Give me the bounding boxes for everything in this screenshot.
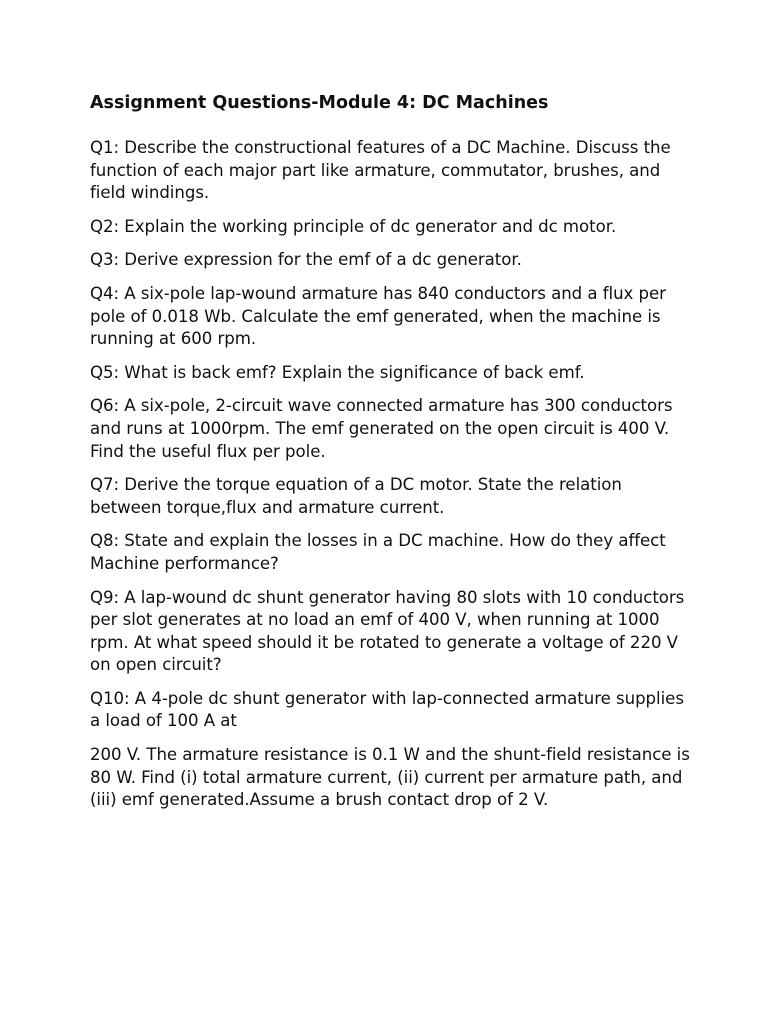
question-1: Q1: Describe the constructional features of a DC Machine. Discuss the function of each major part like armature, commutator, brushes, and field windings.: [90, 138, 671, 203]
question-10-continued: 200 V. The armature resistance is 0.1 W and the shunt-field resistance is 80 W. Find (i) total armature current, (ii) current per armature path, and (iii) emf generated.Assume a brush contact drop of 2 V.: [90, 745, 690, 810]
question-6: Q6: A six-pole, 2-circuit wave connected armature has 300 conductors and runs at 1000rpm. The emf generated on the open circuit is 400 V. Find the useful flux per pole.: [90, 396, 673, 461]
question-7: Q7: Derive the torque equation of a DC motor. State the relation between torque,flux and armature current.: [90, 475, 622, 517]
document-page: [90, 92, 690, 823]
question-4: Q4: A six-pole lap-wound armature has 840 conductors and a flux per pole of 0.018 Wb. Calculate the emf generated, when the machine is running at 600 rpm.: [90, 283, 666, 349]
document-title: Assignment Questions-Module 4: DC Machines: [90, 93, 549, 113]
question-5: Q5: What is back emf? Explain the significance of back emf.: [90, 362, 585, 382]
question-3: Q3: Derive expression for the emf of a dc generator.: [90, 250, 522, 270]
question-9: Q9: A lap-wound dc shunt generator having 80 slots with 10 conductors per slot generates at no load an emf of 400 V, when running at 1000 rpm. At what speed should it be rotated to generate a voltage of 220 V on open circuit?: [90, 587, 685, 675]
question-8: Q8: State and explain the losses in a DC machine. How do they affect Machine performance?: [90, 531, 666, 573]
question-10: Q10: A 4-pole dc shunt generator with lap-connected armature supplies a load of 100 A at: [90, 688, 684, 731]
question-2: Q2: Explain the working principle of dc generator and dc motor.: [90, 216, 617, 236]
